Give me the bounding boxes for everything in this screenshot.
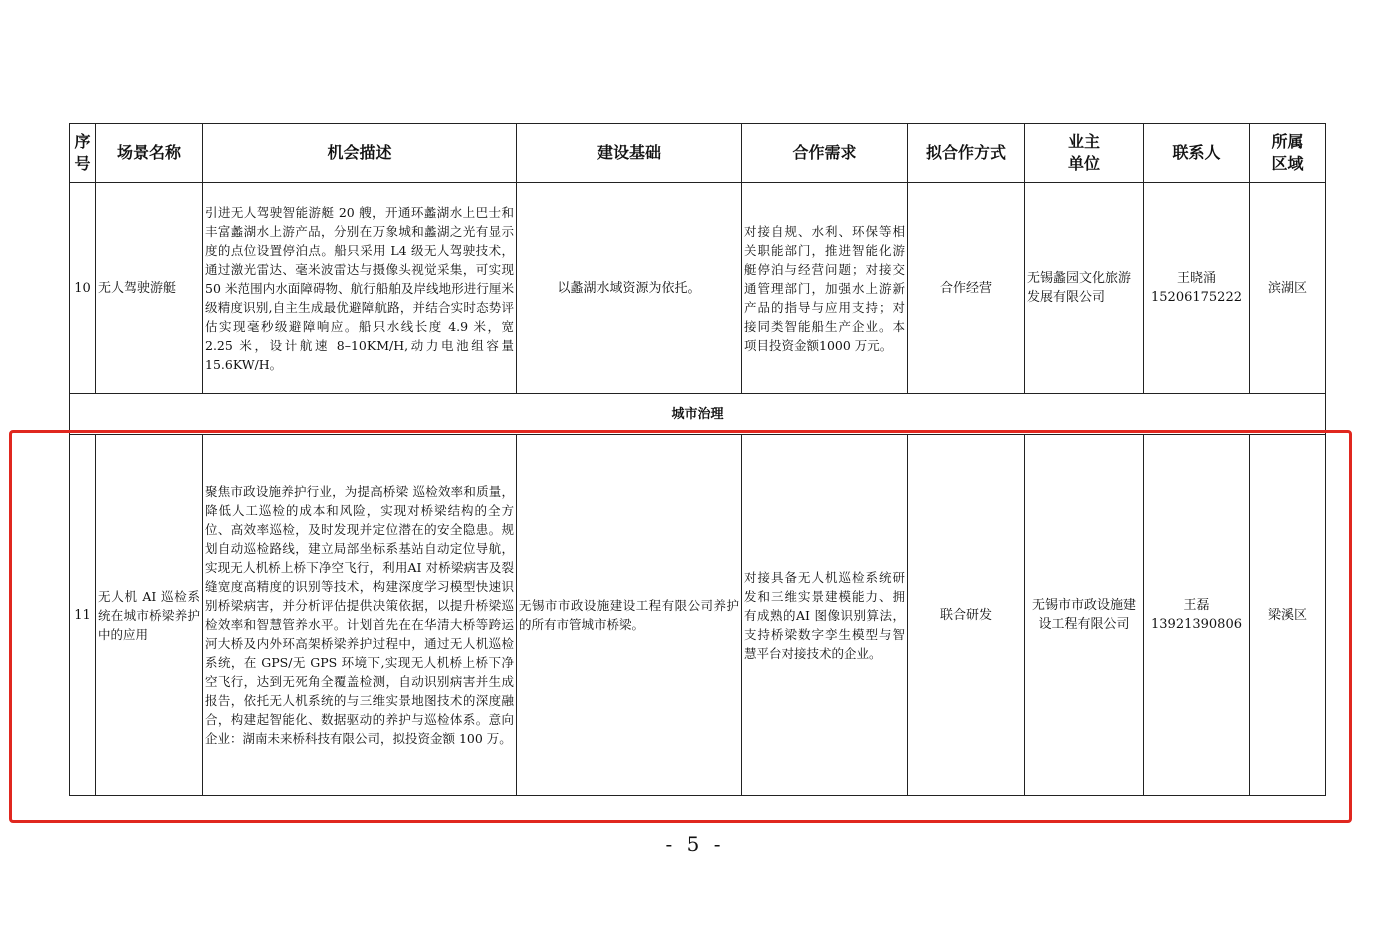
row-region: 梁溪区 xyxy=(1250,435,1326,796)
header-seq-label: 序号 xyxy=(74,132,91,173)
row-basis: 以蠡湖水域资源为依托。 xyxy=(517,183,742,394)
section-row xyxy=(70,394,1326,435)
section-title: 城市治理 xyxy=(70,394,1326,435)
row-desc: 引进无人驾驶智能游艇 20 艘，开通环蠡湖水上巴士和丰富蠡湖水上游产品，分别在万象城和蠡湖之光有显示度的点位设置停泊点。船只采用 L4 级无人驾驶技术，通过激光雷达、毫米波雷达与摄像头视觉采集，可实现 50 米范围内水面障碍物、航行船舶及岸线地形进行厘米级精度识别,自主生成最优避障航路，并结合实时态势评估实现毫秒级避障响应。船只水线长度 4.9 米，宽 2.25 米，设计航速 8–10KM/H,动力电池组容量15.6KW/H。 xyxy=(203,183,517,394)
row-mode: 联合研发 xyxy=(908,435,1025,796)
row-mode: 合作经营 xyxy=(908,183,1025,394)
contact-name: 王晓涌 xyxy=(1176,271,1216,286)
row-contact xyxy=(1144,183,1250,394)
row-contact xyxy=(1144,435,1250,796)
page-number: - 5 - xyxy=(665,832,725,856)
row-needs: 对接具备无人机巡检系统研发和三维实景建模能力、拥有成熟的AI 图像识别算法，支持桥梁数字孪生模型与智慧平台对接技术的企业。 xyxy=(742,435,908,796)
row-basis: 无锡市市政设施建设工程有限公司养护的所有市管城市桥梁。 xyxy=(517,435,742,796)
contact-phone: 13921390806 xyxy=(1151,617,1242,632)
row-seq: 11 xyxy=(70,435,96,796)
row-scene: 无人机 AI 巡检系统在城市桥梁养护中的应用 xyxy=(96,435,203,796)
table-row xyxy=(70,183,1326,394)
table-row xyxy=(70,435,1326,796)
header-desc: 机会描述 xyxy=(203,124,517,183)
header-contact: 联系人 xyxy=(1144,124,1250,183)
header-seq xyxy=(70,124,96,183)
header-basis: 建设基础 xyxy=(517,124,742,183)
header-mode: 拟合作方式 xyxy=(908,124,1025,183)
header-needs: 合作需求 xyxy=(742,124,908,183)
row-seq: 10 xyxy=(70,183,96,394)
header-scene: 场景名称 xyxy=(96,124,203,183)
contact-phone: 15206175222 xyxy=(1151,290,1242,305)
row-needs: 对接自规、水利、环保等相关职能部门，推进智能化游艇停泊与经营问题；对接交通管理部门，加强水上游新产品的指导与应用支持；对接同类智能船生产企业。本项目投资金额1000 万元。 xyxy=(742,183,908,394)
table-header-row xyxy=(70,124,1326,183)
header-owner: 业主 单位 xyxy=(1025,124,1144,183)
header-region: 所属 区域 xyxy=(1250,124,1326,183)
opportunity-table xyxy=(69,123,1326,796)
contact-name: 王磊 xyxy=(1183,598,1210,613)
row-desc: 聚焦市政设施养护行业，为提高桥梁 巡检效率和质量，降低人工巡检的成本和风险，实现对桥梁结构的全方位、高效率巡检，及时发现并定位潜在的安全隐患。规划自动巡检路线，建立局部坐标系基站自动定位导航，实现无人机桥上桥下净空飞行，利用AI 对桥梁病害及裂缝宽度高精度的识别等技术，构建深度学习模型快速识别桥梁病害，并分析评估提供决策依据，以提升桥梁巡检效率和智慧管养水平。计划首先在在华清大桥等跨运河大桥及内外环高架桥梁养护过程中，通过无人机巡检系统，在 GPS/无 GPS 环境下,实现无人机桥上桥下净空飞行，达到无死角全覆盖检测，自动识别病害并生成报告，依托无人机系统的与三维实景地图技术的深度融合，构建起智能化、数据驱动的养护与巡检体系。意向企业：湖南未来桥科技有限公司，拟投资金额 100 万。 xyxy=(203,435,517,796)
row-scene: 无人驾驶游艇 xyxy=(96,183,203,394)
row-owner: 无锡蠡园文化旅游发展有限公司 xyxy=(1025,183,1144,394)
row-region: 滨湖区 xyxy=(1250,183,1326,394)
row-owner: 无锡市市政设施建设工程有限公司 xyxy=(1025,435,1144,796)
